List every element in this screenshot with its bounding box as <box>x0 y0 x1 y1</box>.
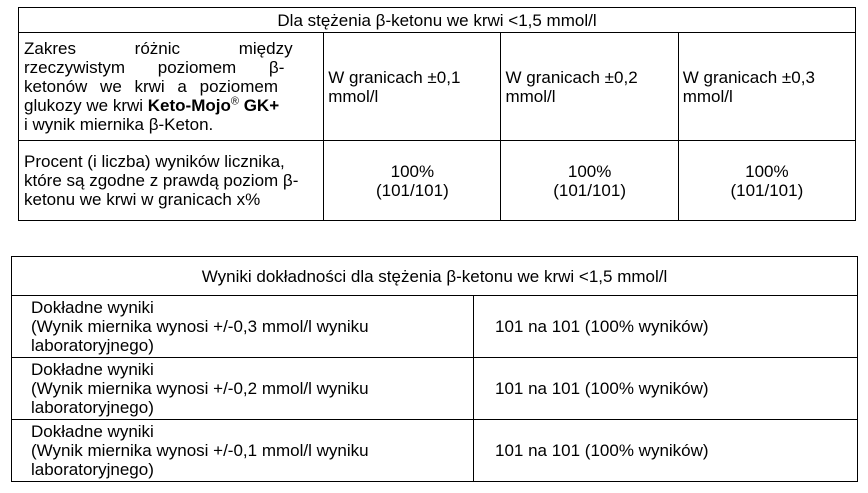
label-detail: laboratoryjnego) <box>31 460 154 479</box>
percent-value: 100% <box>390 161 435 181</box>
accuracy-label <box>12 296 474 358</box>
label-detail: laboratoryjnego) <box>31 398 154 417</box>
beta-ketone-range-table <box>18 7 856 221</box>
label-line: Dokładne wyniki <box>31 422 154 441</box>
count-value: (101/101) <box>553 180 626 200</box>
percent-value: 100% <box>745 161 789 181</box>
table-row <box>12 420 858 482</box>
label-detail: (Wynik miernika wynosi +/-0,1 mmol/l wyniku <box>31 441 369 460</box>
accuracy-result: 101 na 101 (100% wyników) <box>474 358 858 420</box>
brand-suffix: GK+ <box>238 96 280 115</box>
range-header-02: W granicach ±0,2 mmol/l <box>501 33 678 141</box>
table2-title: Wyniki dokładności dla stężenia β-ketonu we krwi <1,5 mmol/l <box>12 257 858 296</box>
label-line: rzeczywistym poziomem β- <box>24 58 285 77</box>
result-cell-02 <box>501 141 678 221</box>
table-row <box>12 296 858 358</box>
accuracy-label <box>12 358 474 420</box>
label-detail: (Wynik miernika wynosi +/-0,2 mmol/l wyniku <box>31 379 369 398</box>
label-detail: (Wynik miernika wynosi +/-0,3 mmol/l wyniku <box>31 317 369 336</box>
label-text: glukozy we krwi <box>24 96 148 115</box>
label-detail: laboratoryjnego) <box>31 336 154 355</box>
percent-value: 100% <box>567 161 612 181</box>
label-line: Zakres różnic między <box>24 39 293 58</box>
difference-range-label <box>19 33 324 141</box>
label-line: ketonów we krwi a poziomem <box>24 77 279 96</box>
table-row <box>12 358 858 420</box>
accuracy-label <box>12 420 474 482</box>
accuracy-result: 101 na 101 (100% wyników) <box>474 420 858 482</box>
label-line-brand <box>24 96 319 115</box>
label-line: Dokładne wyniki <box>31 360 154 379</box>
count-value: (101/101) <box>730 180 804 200</box>
brand-name: Keto-Mojo <box>147 96 231 115</box>
count-value: (101/101) <box>375 180 449 200</box>
accuracy-results-table <box>11 256 858 482</box>
range-header-03: W granicach ±0,3 mmol/l <box>678 33 855 141</box>
percent-results-label: Procent (i liczba) wyników licznika, które są zgodne z prawdą poziom β-ketonu we krwi w granicach x% <box>19 141 324 221</box>
label-line: i wynik miernika β-Keton. <box>24 115 214 134</box>
range-header-01: W granicach ±0,1 mmol/l <box>324 33 501 141</box>
result-cell-01 <box>324 141 501 221</box>
result-cell-03 <box>678 141 855 221</box>
table1-title: Dla stężenia β-ketonu we krwi <1,5 mmol/l <box>19 8 856 33</box>
registered-mark: ® <box>230 95 239 108</box>
accuracy-result: 101 na 101 (100% wyników) <box>474 296 858 358</box>
label-line: Dokładne wyniki <box>31 298 154 317</box>
